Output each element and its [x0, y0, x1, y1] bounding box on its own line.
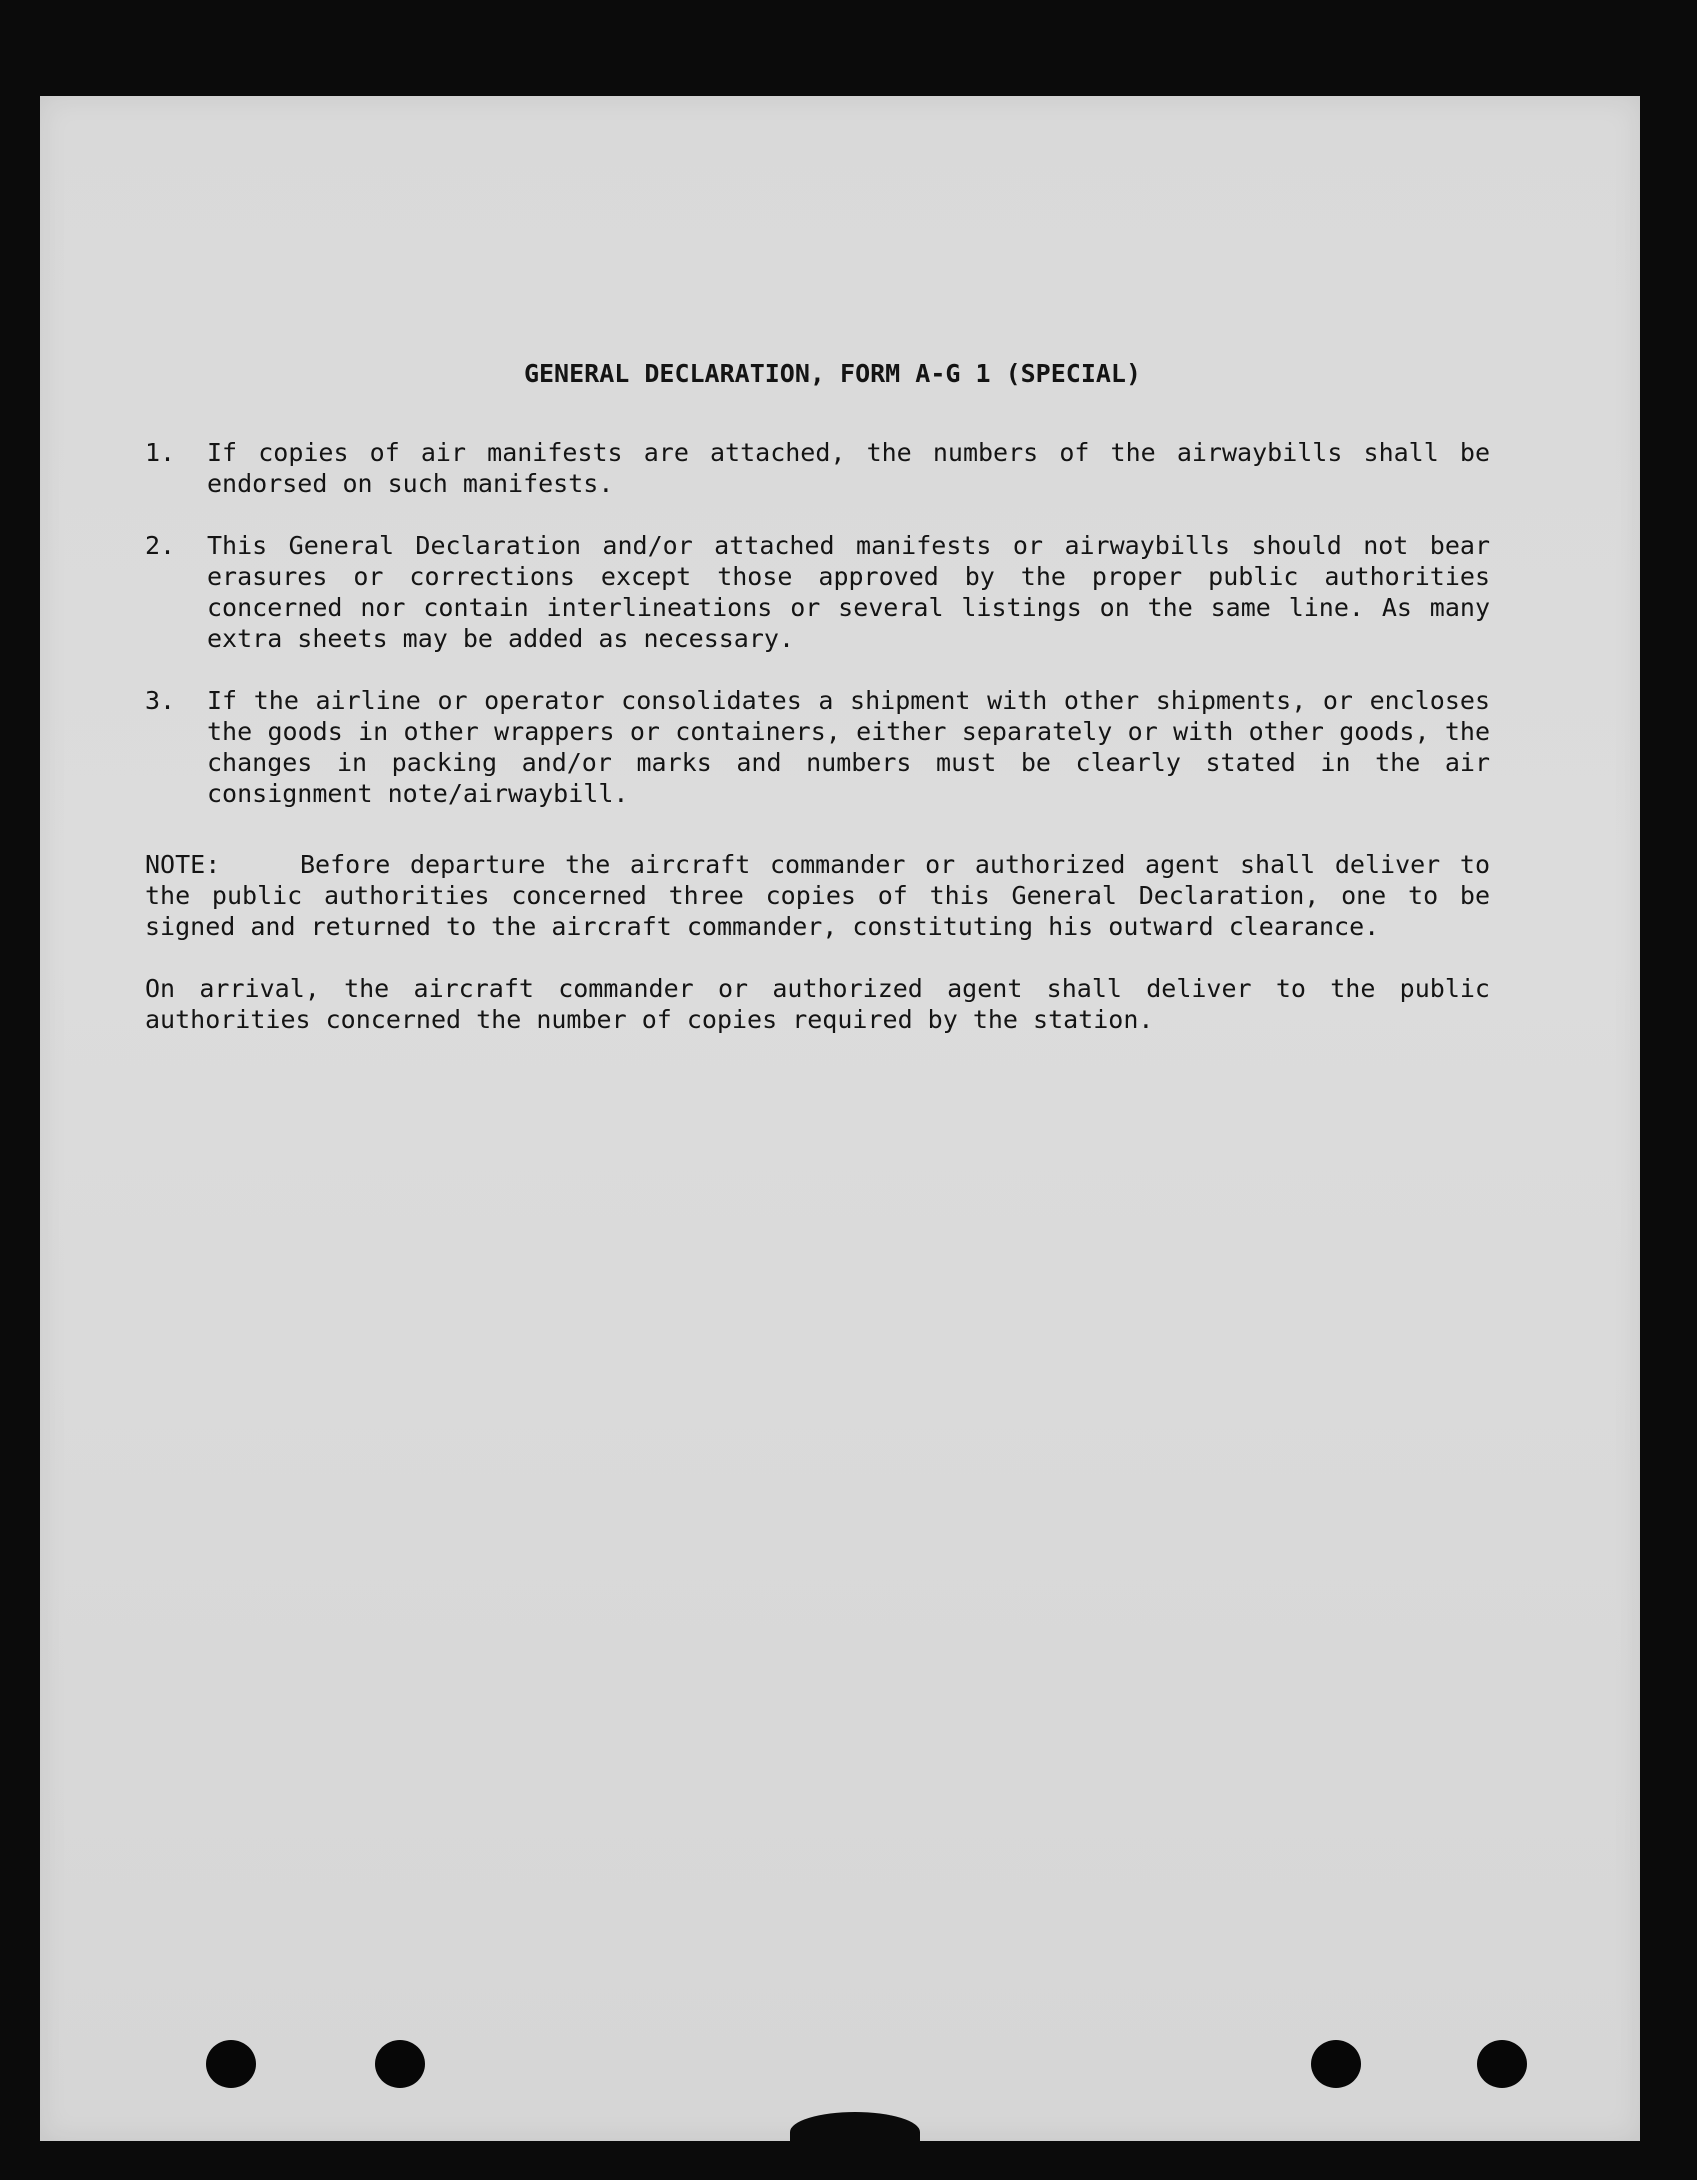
punch-hole	[375, 2040, 425, 2088]
item-number: 1.	[145, 438, 176, 467]
declaration-text	[145, 358, 1490, 1035]
punch-hole	[1311, 2040, 1361, 2088]
arrival-paragraph: On arrival, the aircraft commander or authorized agent shall deliver to the public authorities concerned the number of copies required by the station.	[145, 974, 1490, 1034]
list-item	[145, 437, 1490, 499]
item-number: 2.	[145, 531, 176, 560]
item-text: If the airline or operator consolidates a shipment with other shipments, or encloses the goods in other wrappers or containers, either separately or with other goods, the changes in packing and/or marks and numbers must be clearly stated in the air consignment note/airwaybill.	[207, 686, 1490, 808]
document-title: GENERAL DECLARATION, FORM A-G 1 (SPECIAL)	[523, 359, 1142, 388]
item-text: This General Declaration and/or attached manifests or airwaybills should not bear erasures or corrections except those approved by the proper public authorities concerned nor contain interlineations or several listings on the same line. As many extra sheets may be added as necessary.	[207, 531, 1490, 653]
paper-tear	[790, 2112, 920, 2152]
list-item	[145, 530, 1490, 654]
item-number: 3.	[145, 686, 176, 715]
note-label: NOTE:	[145, 850, 221, 879]
note-paragraph	[145, 849, 1490, 942]
note-text: Before departure the aircraft commander or authorized agent shall deliver to the public authorities concerned three copies of this General Declaration, one to be signed and returned to the aircraft commander, constituting his outward clearance.	[145, 850, 1490, 941]
item-text: If copies of air manifests are attached, the numbers of the airwaybills shall be endorsed on such manifests.	[207, 438, 1490, 498]
list-item	[145, 685, 1490, 809]
punch-hole	[206, 2040, 256, 2088]
punch-hole	[1477, 2040, 1527, 2088]
